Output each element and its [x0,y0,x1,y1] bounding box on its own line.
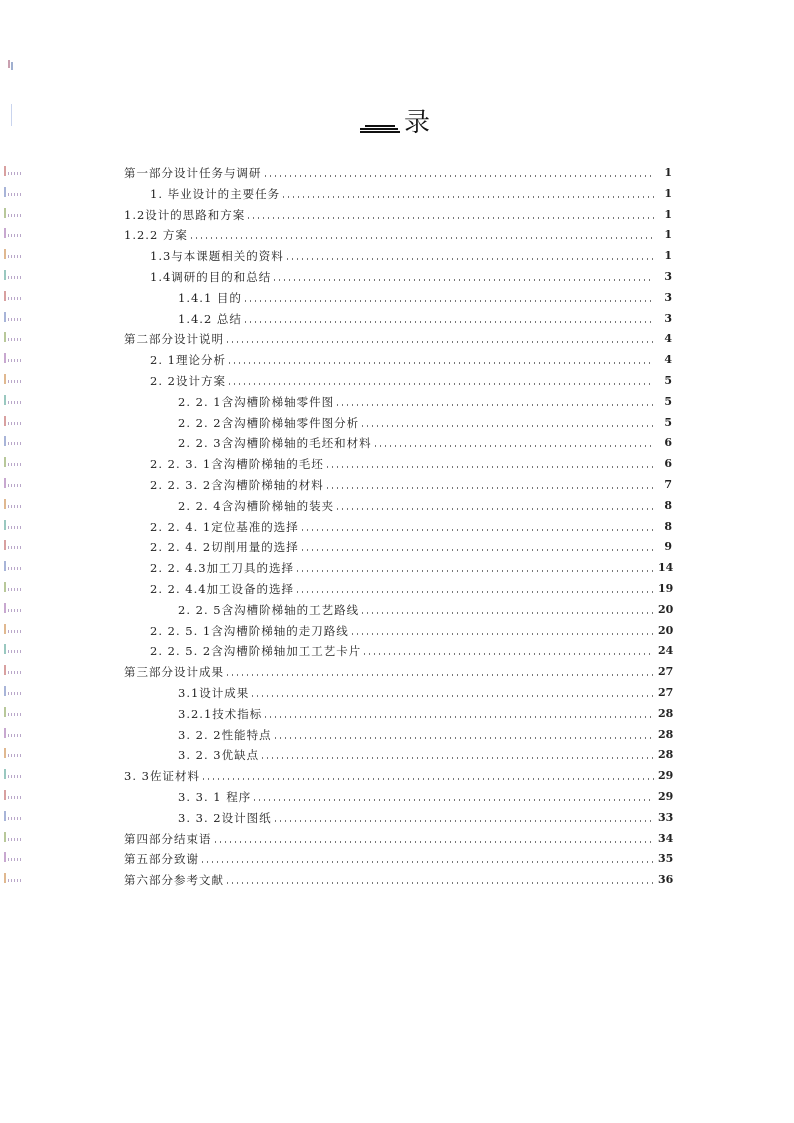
margin-mark-dots [8,609,22,612]
toc-dot-leader [302,549,654,551]
toc-entry-label: 2. 2. 4. 2切削用量的选择 [150,540,299,555]
toc-entry[interactable] [150,347,672,367]
margin-mark-dots [8,692,22,695]
toc-page-number: 1 [664,249,672,263]
toc-entry[interactable] [124,867,672,887]
toc-page-number: 19 [658,582,674,595]
margin-revision-mark [4,228,22,238]
toc-entry-label: 3.2.1技术指标 [178,706,263,721]
toc-entry-label: 2. 2. 5. 1含沟槽阶梯轴的走刀路线 [150,623,349,638]
toc-page-number: 9 [664,540,672,554]
toc-entry[interactable] [178,722,672,742]
margin-revision-mark [4,790,22,800]
margin-mark-bar [4,561,6,571]
margin-mark-bar [4,270,6,280]
toc-entry-label: 2. 2. 4.4加工设备的选择 [150,582,295,596]
margin-mark-bar [4,353,6,363]
toc-dot-leader [254,799,654,801]
toc-page-number: 8 [664,519,672,533]
margin-mark-dots [8,172,22,175]
margin-mark-dots [8,630,22,633]
toc-dot-leader [364,653,654,655]
toc-page-number: 35 [658,852,674,866]
toc-entry[interactable] [178,701,672,721]
toc-entry-label: 2. 2. 5含沟槽阶梯轴的工艺路线 [178,602,360,617]
toc-dot-leader [283,196,654,198]
margin-mark-bar [4,811,6,821]
margin-revision-mark [4,312,22,322]
margin-mark-bar [4,457,6,467]
toc-title [360,108,450,144]
toc-entry-label: 1. 毕业设计的主要任务 [150,186,281,201]
toc-entry[interactable] [150,555,672,575]
toc-entry[interactable] [124,202,672,222]
toc-page-number: 24 [658,644,674,658]
margin-revision-mark [4,436,22,446]
toc-entry[interactable] [150,514,672,534]
margin-revision-mark [4,457,22,467]
toc-page-number: 28 [658,748,674,762]
margin-mark-bar [4,852,6,862]
toc-entry-label: 3. 3. 1 程序 [178,790,252,804]
toc-entry[interactable] [178,306,672,326]
toc-entry[interactable] [178,805,672,825]
margin-revision-mark [4,811,22,821]
toc-entry[interactable] [150,638,672,658]
toc-entry-label: 1.3与本课题相关的资料 [150,249,284,264]
margin-mark-bar [4,686,6,696]
margin-mark-dots [8,567,22,570]
margin-revision-mark [4,665,22,675]
margin-mark-bar [4,728,6,738]
toc-entry-label: 2. 2. 2含沟槽阶梯轴零件图分析 [178,415,360,430]
toc-dot-leader [327,487,654,489]
toc-dot-leader [265,175,655,177]
margin-mark-dots [8,734,22,737]
margin-revision-mark [4,644,22,654]
toc-entry-label: 2. 2. 4. 1定位基准的选择 [150,519,299,534]
toc-dot-leader [297,570,654,572]
toc-dot-leader [245,300,654,302]
margin-mark-dots [8,214,22,217]
toc-entry[interactable] [150,243,672,263]
margin-mark-dots [8,775,22,778]
margin-mark-dots [8,754,22,757]
toc-entry-label: 2. 2. 3. 2含沟槽阶梯轴的材料 [150,478,324,492]
margin-mark-dots [8,546,22,549]
toc-page-number: 20 [658,602,674,616]
margin-mark-dots [8,401,22,404]
toc-entry[interactable] [150,472,672,492]
margin-mark-dots [8,422,22,425]
toc-page-number: 29 [658,769,674,783]
toc-dot-leader [215,841,655,843]
margin-mark-dots [8,297,22,300]
toc-entry[interactable] [178,430,672,450]
margin-mark-bar [4,748,6,758]
margin-revision-mark [4,499,22,509]
margin-revision-mark [4,166,22,176]
toc-entry-label: 第六部分参考文献 [124,873,224,888]
margin-revision-mark [4,208,22,218]
margin-mark-bar [4,790,6,800]
margin-mark-dots [8,588,22,591]
toc-dot-leader [297,591,654,593]
toc-entry[interactable] [178,493,672,513]
margin-mark-bar [4,395,6,405]
toc-page-number: 29 [658,790,674,803]
margin-mark-dots [8,359,22,362]
toc-entry-label: 3. 2. 2性能特点 [178,727,272,742]
toc-page-number: 34 [658,831,674,845]
toc-dot-leader [362,612,654,614]
toc-dot-leader [262,757,654,759]
margin-revision-mark [4,374,22,384]
margin-revision-mark [4,395,22,405]
toc-entry[interactable] [150,264,672,284]
toc-entry-label: 第五部分致谢 [124,852,199,867]
toc-page-number: 33 [658,810,674,824]
margin-mark-bar [4,624,6,634]
toc-page-number: 14 [658,561,674,575]
toc-page-number: 6 [664,436,672,450]
margin-mark-bar [4,249,6,259]
toc-dot-leader [265,716,654,718]
margin-mark-bar [4,436,6,446]
margin-revision-mark [4,582,22,592]
margin-revision-mark [4,332,22,342]
toc-entry-label: 1.2.2 方案 [124,228,188,243]
margin-mark-dots [8,505,22,508]
toc-entry[interactable] [150,451,672,471]
margin-mark-dots [8,713,22,716]
margin-mark-bar [4,832,6,842]
toc-entry[interactable] [124,659,672,679]
margin-revision-mark [4,748,22,758]
margin-revision-mark [4,187,22,197]
margin-mark-dots [8,338,22,341]
toc-page-number: 5 [664,374,672,387]
toc-entry-label: 2. 2设计方案 [150,374,226,388]
margin-mark-bar [4,520,6,530]
toc-entry[interactable] [178,389,672,409]
toc-page-number: 36 [658,873,674,887]
toc-entry[interactable] [178,742,672,762]
margin-mark-bar [4,291,6,301]
margin-revision-mark [4,520,22,530]
toc-page-number: 4 [664,353,672,367]
toc-page-number: 1 [664,228,672,242]
toc-dot-leader [227,882,654,884]
margin-revision-mark [4,540,22,550]
margin-mark-bar [4,769,6,779]
toc-entry-label: 第三部分设计成果 [124,665,224,680]
toc-entry-label: 2. 2. 3. 1含沟槽阶梯轴的毛坯 [150,457,324,472]
title-redaction-bars [360,125,400,133]
margin-mark-bar [4,374,6,384]
toc-entry[interactable] [124,222,672,242]
margin-mark-dots [8,817,22,820]
margin-mark-bar [4,582,6,592]
margin-mark-dots [8,879,22,882]
margin-revision-mark [4,416,22,426]
toc-dot-leader [287,258,654,260]
margin-revision-mark [4,291,22,301]
toc-entry[interactable] [150,181,672,201]
toc-page-number: 4 [664,332,672,346]
margin-mark-bar [4,644,6,654]
toc-entry[interactable] [150,618,672,638]
margin-revision-mark [4,624,22,634]
toc-page-number: 20 [658,623,674,637]
margin-mark-bar [4,499,6,509]
toc-entry-label: 2. 2. 3含沟槽阶梯轴的毛坯和材料 [178,436,372,451]
toc-dot-leader [229,362,654,364]
toc-page-number: 1 [664,166,672,179]
toc-page-number: 28 [658,706,674,720]
toc-entry-label: 1.4.1 目的 [178,290,242,305]
toc-entry[interactable] [178,680,672,700]
toc-page-number: 27 [658,665,674,679]
toc-dot-leader [302,529,654,531]
toc-entry[interactable] [150,576,672,596]
margin-mark-bar [4,312,6,322]
margin-mark-bar [4,332,6,342]
toc-dot-leader [275,737,654,739]
toc-page-number: 6 [664,457,672,471]
toc-entry[interactable] [178,784,672,804]
toc-entry-label: 2. 2. 4含沟槽阶梯轴的装夹 [178,498,335,513]
toc-entry-label: 第四部分结束语 [124,831,212,846]
margin-mark-bar [4,665,6,675]
margin-revision-mark [4,603,22,613]
toc-dot-leader [337,508,654,510]
margin-mark-bar [4,478,6,488]
toc-entry[interactable] [124,160,672,180]
margin-mark-dots [8,276,22,279]
toc-dot-leader [227,674,654,676]
margin-tick [11,104,12,126]
margin-mark-dots [8,255,22,258]
toc-dot-leader [375,445,654,447]
margin-revision-mark [4,852,22,862]
margin-mark-bar [4,873,6,883]
toc-entry-label: 1.2设计的思路和方案 [124,207,246,222]
toc-page-number: 3 [664,270,672,283]
toc-page-number: 5 [664,415,672,429]
margin-revision-mark [4,478,22,488]
margin-mark-dots [8,463,22,466]
toc-dot-leader [248,217,654,219]
toc-entry[interactable] [150,368,672,388]
toc-page-number: 1 [664,186,672,200]
toc-entry-label: 2. 2. 5. 2含沟槽阶梯轴加工工艺卡片 [150,644,362,659]
toc-entry[interactable] [178,597,672,617]
margin-mark-bar [4,166,6,176]
toc-dot-leader [191,237,654,239]
margin-revision-mark [4,728,22,738]
margin-mark-dots [8,650,22,653]
toc-entry[interactable] [124,763,672,783]
margin-mark-dots [8,796,22,799]
toc-entry[interactable] [124,826,672,846]
margin-revision-mark [4,270,22,280]
margin-mark-dots [8,484,22,487]
toc-dot-leader [245,321,654,323]
toc-entry-label: 3. 3. 2设计图纸 [178,810,272,825]
toc-dot-leader [362,425,654,427]
toc-entry-label: 2. 2. 4.3加工刀具的选择 [150,561,295,576]
toc-dot-leader [275,820,654,822]
margin-mark-bar [4,416,6,426]
toc-entry[interactable] [178,410,672,430]
toc-dot-leader [274,279,654,281]
toc-entry[interactable] [124,846,672,866]
toc-page-number: 28 [658,727,674,741]
margin-mark-dots [8,858,22,861]
margin-revision-mark [4,832,22,842]
margin-mark-dots [8,193,22,196]
corner-revision-mark [8,60,16,70]
margin-revision-mark [4,873,22,883]
toc-entry-label: 1.4.2 总结 [178,311,242,326]
toc-title-text: 录 [404,108,431,138]
margin-mark-bar [4,208,6,218]
margin-mark-bar [4,603,6,613]
toc-entry-label: 3.1设计成果 [178,686,250,700]
margin-mark-dots [8,442,22,445]
margin-revision-mark [4,707,22,717]
margin-mark-bar [4,187,6,197]
margin-mark-bar [4,540,6,550]
margin-mark-dots [8,671,22,674]
toc-entry[interactable] [178,285,672,305]
toc-entry[interactable] [124,326,672,346]
toc-dot-leader [202,861,654,863]
toc-page-number: 3 [664,311,672,325]
toc-entry-label: 2. 1理论分析 [150,353,226,368]
toc-dot-leader [229,383,654,385]
margin-revision-mark [4,561,22,571]
toc-page-number: 3 [664,290,672,304]
toc-entry-label: 1.4调研的目的和总结 [150,270,272,284]
toc-dot-leader [337,404,654,406]
margin-mark-bar [4,707,6,717]
toc-page-number: 27 [658,686,674,699]
toc-page-number: 7 [664,478,672,491]
toc-dot-leader [203,778,654,780]
toc-page-number: 1 [664,207,672,221]
toc-entry-label: 3. 3佐证材料 [124,769,200,784]
margin-revision-mark [4,769,22,779]
margin-revision-mark [4,353,22,363]
margin-mark-dots [8,318,22,321]
toc-entry-label: 第二部分设计说明 [124,332,224,347]
margin-mark-dots [8,838,22,841]
toc-page-number: 5 [664,394,672,408]
toc-dot-leader [352,633,654,635]
margin-mark-dots [8,234,22,237]
toc-entry-label: 2. 2. 1含沟槽阶梯轴零件图 [178,394,335,409]
margin-revision-mark [4,686,22,696]
toc-dot-leader [327,466,654,468]
margin-mark-dots [8,380,22,383]
margin-mark-bar [4,228,6,238]
toc-entry-label: 第一部分设计任务与调研 [124,166,262,180]
toc-page-number: 8 [664,498,672,512]
toc-dot-leader [227,341,654,343]
toc-dot-leader [252,695,654,697]
margin-revision-mark [4,249,22,259]
toc-entry-label: 3. 2. 3优缺点 [178,748,260,763]
margin-mark-dots [8,526,22,529]
toc-entry[interactable] [150,534,672,554]
